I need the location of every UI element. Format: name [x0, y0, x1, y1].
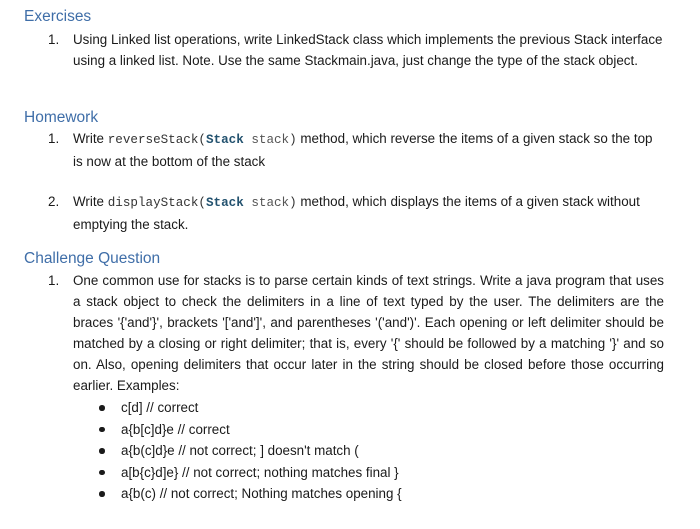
param-name: stack — [243, 196, 290, 210]
homework-item-body — [73, 128, 664, 172]
example-item — [93, 397, 402, 419]
homework-item-prefix: Write — [73, 131, 108, 146]
homework-item-2 — [48, 191, 664, 235]
bullet-icon — [99, 491, 105, 497]
method-signature — [108, 196, 297, 210]
homework-item-number: 2. — [48, 194, 60, 209]
homework-item-text: method, which displays the items of a given stack without emptying the stack. — [73, 194, 640, 232]
example-item — [93, 462, 402, 484]
exercise-item-number: 1. — [48, 32, 60, 47]
bullet-icon — [99, 427, 105, 433]
close-paren: ) — [289, 196, 297, 210]
method-name: reverseStack( — [107, 133, 206, 147]
example-item — [93, 419, 402, 441]
homework-item-prefix: Write — [73, 194, 108, 209]
homework-item-text: method, which reverse the items of a given stack so the top is now at the bottom of the stack — [73, 131, 653, 169]
challenge-item-text: One common use for stacks is to parse certain kinds of text strings. Write a java program that uses a stack object to check the delimiters in a line of text typed by the user. The delimiters are the braces '{'and'}', brackets '['and']', and parentheses '('and')'. Each opening or left delimiter should be matched by a closing or right delimiter; that is, every '{' should be followed by a matching '}' and so on. Also, opening delimiters that occur later in the string should be closed before those occurring earlier. Examples: — [73, 273, 664, 393]
example-text: a{b[c]d}e // correct — [121, 421, 230, 437]
exercise-item-text: Using Linked list operations, write LinkedStack class which implements the previous Stack interface using a linked list. Note. Use the same Stackmain.java, just change the type of the stack object. — [73, 32, 663, 68]
param-type: Stack — [205, 196, 244, 210]
challenge-heading: Challenge Question — [24, 250, 161, 267]
example-item — [93, 440, 402, 462]
example-text: a{b(c]d}e // not correct; ] doesn't match ( — [121, 443, 359, 458]
homework-item-number: 1. — [48, 131, 60, 146]
homework-item-1 — [48, 128, 664, 172]
homework-item-body — [73, 191, 664, 235]
exercises-heading: Exercises — [24, 8, 92, 25]
method-signature — [108, 133, 297, 147]
example-text: a{b(c) // not correct; Nothing matches opening { — [121, 486, 402, 501]
example-item — [93, 483, 402, 505]
example-text: c[d] // correct — [121, 400, 199, 415]
examples-list — [93, 397, 402, 505]
bullet-icon — [99, 405, 105, 411]
homework-heading: Homework — [24, 109, 99, 126]
challenge-item-number: 1. — [48, 273, 60, 288]
exercise-item-1 — [48, 29, 664, 71]
close-paren: ) — [289, 133, 297, 147]
method-name: displayStack( — [107, 196, 206, 210]
param-type: Stack — [205, 133, 244, 147]
challenge-item-1 — [48, 270, 664, 396]
bullet-icon — [99, 448, 105, 454]
example-text: a[b{c}d]e} // not correct; nothing matches final } — [121, 464, 399, 480]
bullet-icon — [99, 470, 105, 476]
param-name: stack — [243, 133, 290, 147]
